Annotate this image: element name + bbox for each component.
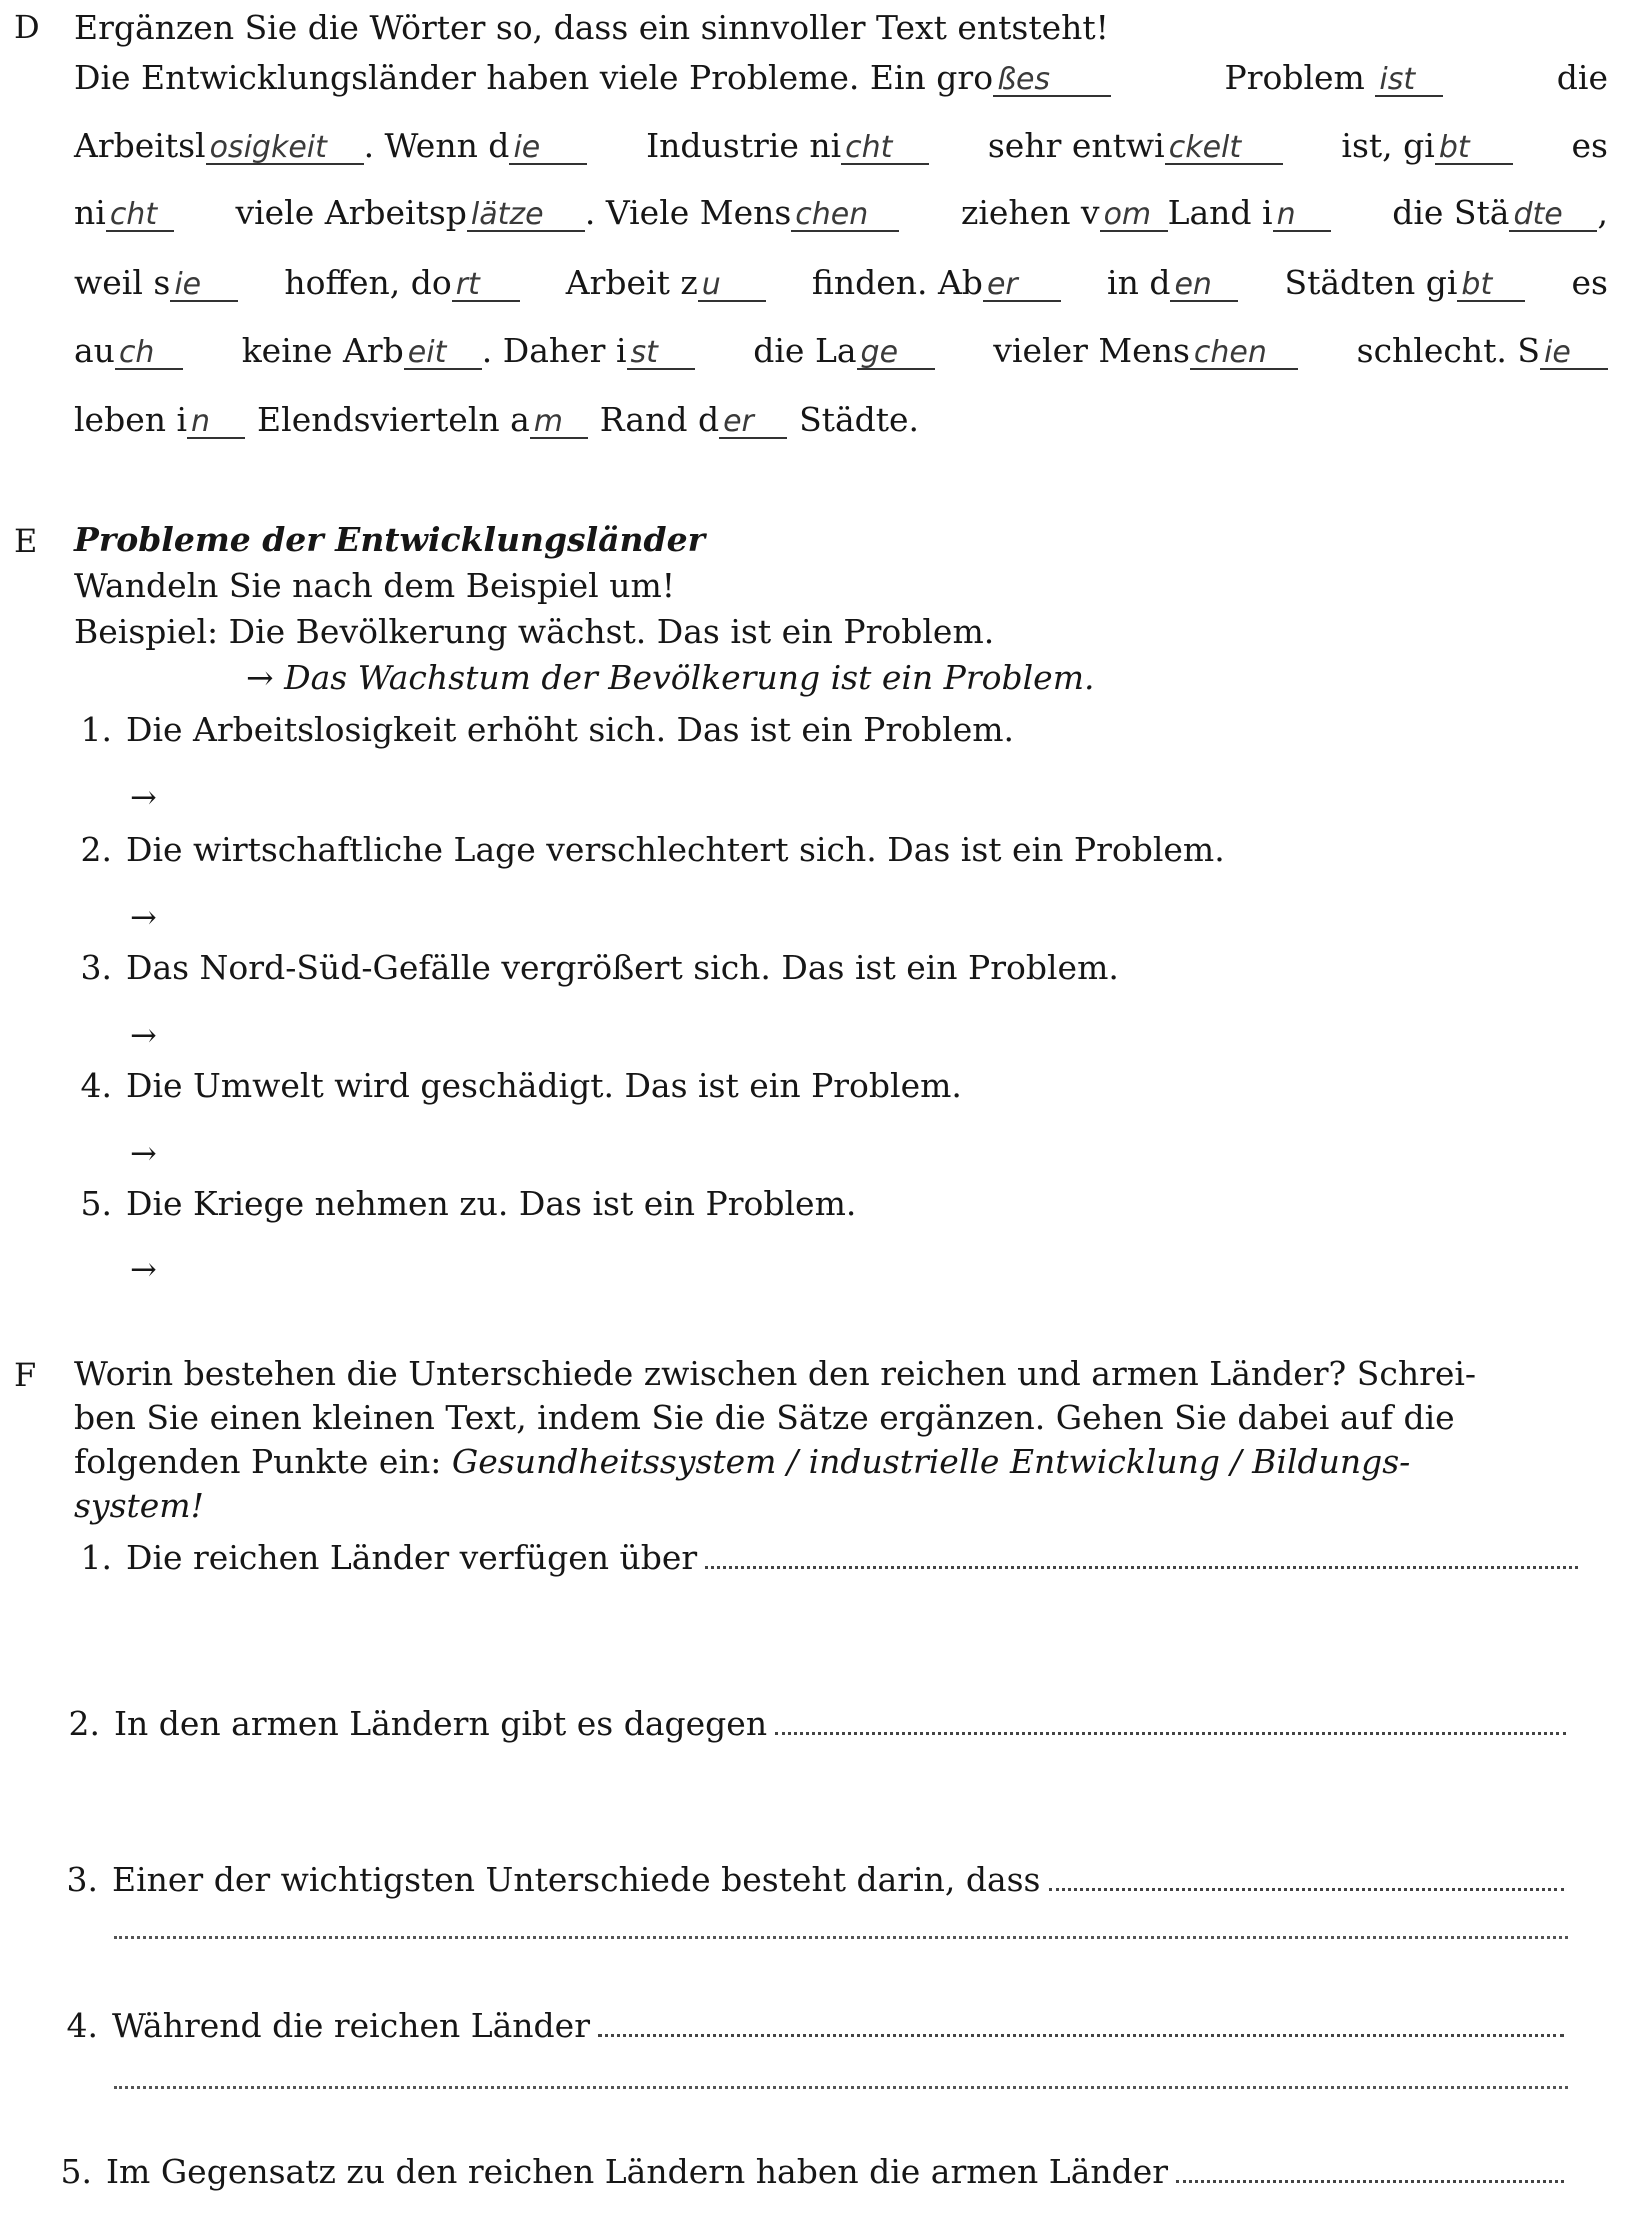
blank-answer[interactable]: n [187, 407, 245, 439]
blank-answer[interactable]: ge [857, 338, 935, 370]
blank-answer[interactable]: er [983, 270, 1061, 302]
answer-arrow[interactable]: → [130, 1134, 157, 1172]
blank-answer[interactable]: ist [1375, 65, 1443, 97]
answer-line[interactable] [775, 1706, 1566, 1735]
answer-line[interactable] [598, 2008, 1564, 2037]
answer-arrow[interactable]: → [130, 1250, 157, 1288]
exercise-f-item-2: 2. In den armen Ländern gibt es dagegen [42, 1704, 1566, 1744]
section-d-line-6: leben i n Elendsvierteln a m Rand d er Städte. [74, 400, 920, 439]
blank-answer[interactable]: u [698, 270, 766, 302]
blank-answer[interactable]: osigkeit [206, 133, 364, 165]
blank-answer[interactable]: chen [791, 200, 899, 232]
blank-answer[interactable]: chen [1190, 338, 1298, 370]
answer-line[interactable] [114, 2084, 1568, 2089]
section-d-instruction: Ergänzen Sie die Wörter so, dass ein sinnvoller Text entsteht! [74, 8, 1109, 47]
blank-answer[interactable]: ie [1540, 338, 1608, 370]
blank-answer[interactable]: ie [170, 270, 238, 302]
exercise-item-1: 1. Die Arbeitslosigkeit erhöht sich. Das ist ein Problem. [80, 710, 1015, 749]
blank-answer[interactable]: ch [115, 338, 183, 370]
section-d-line-3: ni cht viele Arbeitsp lätze . Viele Mens chen ziehen v om Land i n die Stä dte , [74, 193, 1608, 232]
section-d-line-4: weil s ie hoffen, do rt Arbeit z u finden. Ab er in d en Städten gi bt es [74, 263, 1608, 302]
section-f-instruction-4: system! [74, 1486, 204, 1525]
exercise-item-2: 2. Die wirtschaftliche Lage verschlechtert sich. Das ist ein Problem. [80, 830, 1225, 869]
blank-answer[interactable]: bt [1457, 270, 1525, 302]
blank-answer[interactable]: st [627, 338, 695, 370]
blank-answer[interactable]: n [1273, 200, 1331, 232]
section-e-title: Probleme der Entwicklungsländer [74, 520, 705, 559]
answer-line[interactable] [1049, 1862, 1565, 1891]
blank-answer[interactable]: m [530, 407, 588, 439]
exercise-f-item-4: 4. Während die reichen Länder [40, 2006, 1564, 2046]
blank-answer[interactable]: ie [509, 133, 587, 165]
section-e-example-answer: → Das Wachstum der Bevölkerung ist ein Problem. [246, 658, 1095, 697]
blank-answer[interactable]: cht [106, 200, 174, 232]
section-e-instruction: Wandeln Sie nach dem Beispiel um! [74, 566, 676, 605]
exercise-item-5: 5. Die Kriege nehmen zu. Das ist ein Problem. [80, 1184, 857, 1223]
blank-answer[interactable]: lätze [467, 200, 585, 232]
blank-answer[interactable]: ckelt [1165, 133, 1283, 165]
section-d-line-1: Die Entwicklungsländer haben viele Probleme. Ein gro ßes Problem ist die [74, 58, 1608, 97]
section-d-line-2: Arbeitsl osigkeit . Wenn d ie Industrie ni cht sehr entwi ckelt ist, gi bt es [74, 126, 1608, 165]
blank-answer[interactable]: bt [1435, 133, 1513, 165]
answer-line[interactable] [114, 1934, 1568, 1939]
section-f-instruction-3: folgenden Punkte ein: Gesundheitssystem / industrielle Entwicklung / Bildungs- [74, 1442, 1411, 1481]
answer-line[interactable] [1176, 2154, 1564, 2183]
blank-answer[interactable]: om [1100, 200, 1168, 232]
answer-arrow[interactable]: → [130, 778, 157, 816]
answer-arrow[interactable]: → [130, 898, 157, 936]
blank-answer[interactable]: en [1170, 270, 1238, 302]
blank-answer[interactable]: er [719, 407, 787, 439]
blank-answer[interactable]: eit [404, 338, 482, 370]
answer-line[interactable] [705, 1540, 1578, 1569]
section-d-letter: D [14, 8, 40, 46]
blank-answer[interactable]: ßes [993, 65, 1111, 97]
exercise-f-item-3: 3. Einer der wichtigsten Unterschiede besteht darin, dass [40, 1860, 1564, 1900]
blank-answer[interactable]: cht [841, 133, 929, 165]
section-f-letter: F [14, 1356, 37, 1394]
exercise-f-item-1: 1. Die reichen Länder verfügen über [54, 1538, 1578, 1578]
section-f-instruction-1: Worin bestehen die Unterschiede zwischen den reichen und armen Länder? Schrei- [74, 1354, 1477, 1393]
section-d-line-5: au ch keine Arb eit . Daher i st die La ge vieler Mens chen schlecht. S ie [74, 331, 1608, 371]
exercise-item-3: 3. Das Nord-Süd-Gefälle vergrößert sich. Das ist ein Problem. [80, 948, 1119, 987]
section-f-instruction-2: ben Sie einen kleinen Text, indem Sie die Sätze ergänzen. Gehen Sie dabei auf die [74, 1398, 1455, 1437]
exercise-f-item-5: 5. Im Gegensatz zu den reichen Ländern haben die armen Länder [34, 2152, 1564, 2192]
section-e-example: Beispiel: Die Bevölkerung wächst. Das ist ein Problem. [74, 612, 995, 651]
blank-answer[interactable]: dte [1509, 200, 1597, 232]
blank-answer[interactable]: rt [452, 270, 520, 302]
answer-arrow[interactable]: → [130, 1016, 157, 1054]
section-e-letter: E [14, 522, 38, 560]
exercise-item-4: 4. Die Umwelt wird geschädigt. Das ist ein Problem. [80, 1066, 962, 1105]
